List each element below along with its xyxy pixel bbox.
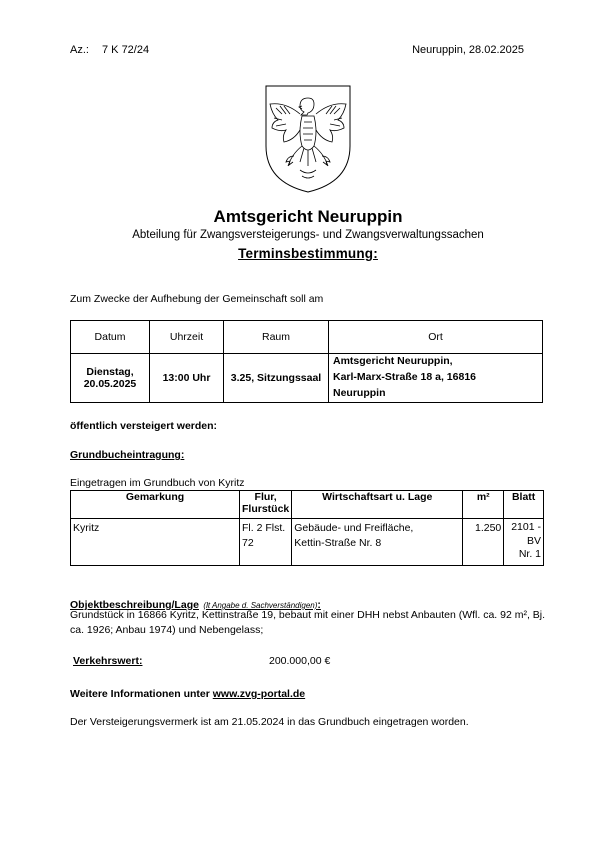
blatt-line-3: Nr. 1 xyxy=(518,548,541,561)
header-raum: Raum xyxy=(224,321,329,354)
datum-weekday: Dienstag, xyxy=(86,366,134,378)
header-flur xyxy=(240,491,292,519)
header-wirtschaftsart: Wirtschaftsart u. Lage xyxy=(292,491,463,519)
flur-line-2: 72 xyxy=(242,536,254,549)
cell-blatt xyxy=(504,519,544,566)
further-info-text: Weitere Informationen unter xyxy=(70,688,213,700)
further-info xyxy=(70,688,305,700)
court-department: Abteilung für Zwangsversteigerungs- und Zwangsverwaltungssachen xyxy=(132,229,484,241)
header-blatt: Blatt xyxy=(504,491,544,519)
auction-statement: öffentlich versteigert werden: xyxy=(70,420,218,432)
case-number: 7 K 72/24 xyxy=(102,44,150,56)
flur-line-1: Fl. 2 Flst. xyxy=(242,522,286,534)
case-number-label: Az.: xyxy=(70,44,89,56)
header-qm: m² xyxy=(463,491,504,519)
header-gemarkung: Gemarkung xyxy=(71,491,240,519)
cell-flur xyxy=(240,519,292,566)
cell-wirtschaftsart xyxy=(292,519,463,566)
auction-note: Der Versteigerungsvermerk ist am 21.05.2024 in das Grundbuch eingetragen worden. xyxy=(70,716,469,728)
datum-date: 20.05.2025 xyxy=(83,378,137,390)
cell-ort xyxy=(329,354,543,403)
intro-text: Zum Zwecke der Aufhebung der Gemeinschaft soll am xyxy=(70,293,324,305)
table-header-row xyxy=(71,321,543,354)
zvg-portal-link[interactable]: www.zvg-portal.de xyxy=(212,688,306,700)
flur-header-line-1: Flur, xyxy=(254,491,277,503)
header-ort: Ort xyxy=(329,321,543,354)
ort-line-2: Karl-Marx-Straße 18 a, 16816 xyxy=(333,371,476,384)
wirtschaftsart-line-1: Gebäude- und Freifläche, xyxy=(294,522,414,534)
cell-raum: 3.25, Sitzungssaal xyxy=(224,354,329,403)
cell-qm: 1.250 xyxy=(463,519,504,566)
object-heading-colon: : xyxy=(317,599,321,611)
land-register-heading: Grundbucheintragung: xyxy=(70,449,185,461)
cell-datum xyxy=(71,354,150,403)
court-name: Amtsgericht Neuruppin xyxy=(213,207,403,226)
cell-uhrzeit: 13:00 Uhr xyxy=(150,354,224,403)
document-title: Terminsbestimmung: xyxy=(238,246,378,261)
object-description-text: Grundstück in 16866 Kyritz, Kettinstraße 19, bebaut mit einer DHH nebst Anbauten (Wfl. ca. 92 m², Bj. ca. 1926; Anbau 1974) und Nebengelass; xyxy=(70,609,546,637)
flur-header-line-2: Flurstück xyxy=(242,503,290,515)
ort-line-3: Neuruppin xyxy=(333,386,386,399)
table-row xyxy=(71,354,543,403)
wirtschaftsart-line-2: Kettin-Straße Nr. 8 xyxy=(294,536,382,549)
header-uhrzeit: Uhrzeit xyxy=(150,321,224,354)
market-value: 200.000,00 € xyxy=(269,655,331,667)
appointment-table xyxy=(70,320,543,403)
header-datum: Datum xyxy=(71,321,150,354)
ort-line-1: Amtsgericht Neuruppin, xyxy=(333,355,453,368)
table-row xyxy=(71,519,544,566)
object-heading-note: (lt Angabe d. Sachverständigen) xyxy=(203,601,318,610)
cell-gemarkung: Kyritz xyxy=(71,519,240,566)
object-heading-text: Objektbeschreibung/Lage xyxy=(70,599,199,611)
market-value-label: Verkehrswert: xyxy=(73,655,143,667)
blatt-line-1: 2101 - xyxy=(511,521,541,533)
place-date: Neuruppin, 28.02.2025 xyxy=(412,44,524,56)
land-register-intro: Eingetragen im Grundbuch von Kyritz xyxy=(70,477,245,489)
land-register-table xyxy=(70,490,544,566)
eagle-crest-icon xyxy=(264,84,352,194)
blatt-line-2: BV xyxy=(526,534,541,547)
table-header-row xyxy=(71,491,544,519)
